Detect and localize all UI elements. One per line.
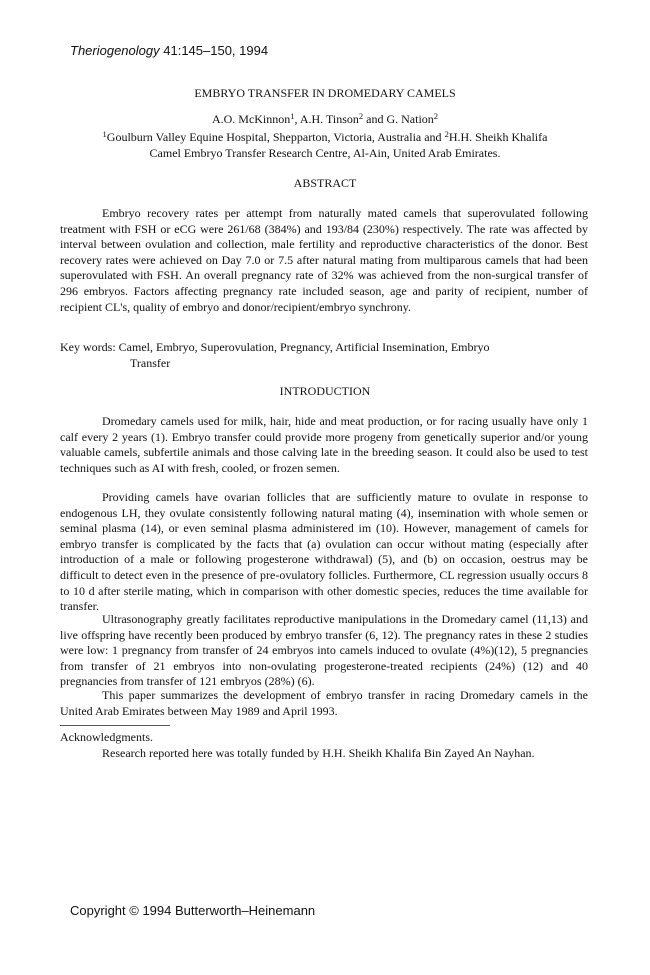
journal-volume-pages: 41:145–150, 1994 [163,43,269,58]
intro-paragraph-3 [60,612,588,690]
affiliation-mark: 2 [444,129,449,139]
introduction-heading: INTRODUCTION [279,384,371,398]
abstract-paragraph [60,206,588,315]
abstract-text: Embryo recovery rates per attempt from naturally mated camels that superovulated following treatment with FSH or eCG were 261/68 (384%) and 193/84 (230%) respectively. The rate was affected by interval between ovulation and collection, male fertility and reproductive characteristics of the donor. Best recovery rates were achieved on Day 7.0 or 7.5 after natural mating from multiparous camels that had been superovulated with FSH. An overall pregnancy rate of 32% was achieved from the non-surgical transfer of 296 embryos. Factors affecting pregnancy rate included season, age and parity of recipient, number of recipient CL's, quality of embryo and donor/recipient/embryo synchrony. [60,206,588,314]
intro-p2-text: Providing camels have ovarian follicles that are sufficiently mature to ovulate in response to endogenous LH, they ovulate consistently following natural mating (4), insemination with whole semen or seminal plasma (14), or even seminal plasma administered im (10). However, management of camels for embryo transfer is complicated by the facts that (a) ovulation can occur without mating (especially after introduction of a male or following progesterone withdrawal) (5), and (b) on occasion, oestrus may be difficult to detect even in the presence of pre-ovulatory follicles. Furthermore, CL regression usually occurs 8 to 10 d after sterile mating, which in comparison with other domestic species, reduces the time available for transfer. [60,490,588,614]
author-affiliation-mark: 1 [290,111,295,121]
journal-citation [70,43,268,58]
author-affiliation-mark: 2 [358,111,364,121]
intro-p3-text: Ultrasonography greatly facilitates reproductive manipulations in the Dromedary camel (11,13) and live offspring have recently been produced by embryo transfer (6, 12). The pregnancy rates in these 2 studies were low: 1 pregnancy from transfer of 24 embryos into camels induced to ovulate (4%)(12), 5 pregnancies from transfer of 21 embryos into non-ovulating progesterone-treated recipients (24%) (12) and 40 pregnancies from transfer of 121 embryos (28%) (6). [60,612,588,689]
abstract-heading: ABSTRACT [293,176,357,190]
footnote-rule [60,725,170,726]
author-name: , A.H. Tinson [294,112,359,126]
intro-paragraph-1 [60,414,588,476]
affiliation-mark: 1 [102,129,107,139]
acknowledgments-heading: Acknowledgments. [60,730,153,744]
affiliations [60,130,590,161]
affiliation-line: Goulburn Valley Equine Hospital, Shepparton, Victoria, Australia and [106,130,445,144]
keywords-text: Camel, Embryo, Superovulation, Pregnancy, Artificial Insemination, Embryo [118,340,490,354]
keywords-label: Key words: [60,340,116,354]
intro-p4-text: This paper summarizes the development of embryo transfer in racing Dromedary camels in the United Arab Emirates between May 1989 and April 1993. [60,688,588,718]
author-name: A.O. McKinnon [211,112,291,126]
intro-paragraph-4 [60,688,588,719]
affiliation-line: H.H. Sheikh Khalifa [448,130,548,144]
author-list [0,112,650,128]
paper-title: EMBRYO TRANSFER IN DROMEDARY CAMELS [194,86,456,100]
intro-paragraph-2 [60,490,588,615]
affiliation-line: Camel Embryo Transfer Research Centre, Al-Ain, United Arab Emirates. [149,145,501,160]
copyright-notice: Copyright © 1994 Butterworth–Heinemann [70,903,316,918]
journal-name: Theriogenology [70,43,160,58]
keywords-text-cont: Transfer [130,355,171,370]
keywords [60,340,588,371]
author-name: and G. Nation [363,112,434,126]
intro-p1-text: Dromedary camels used for milk, hair, hide and meat production, or for racing usually have only 1 calf every 2 years (1). Embryo transfer could provide more progeny from genetically superior and/or young valuable camels, subfertile animals and those calving late in the breeding season. It could also be used to test techniques such as AI with fresh, cooled, or frozen semen. [60,414,588,475]
author-affiliation-mark: 2 [433,111,439,121]
acknowledgments-text: Research reported here was totally funded by H.H. Sheikh Khalifa Bin Zayed An Nayhan. [102,746,535,760]
